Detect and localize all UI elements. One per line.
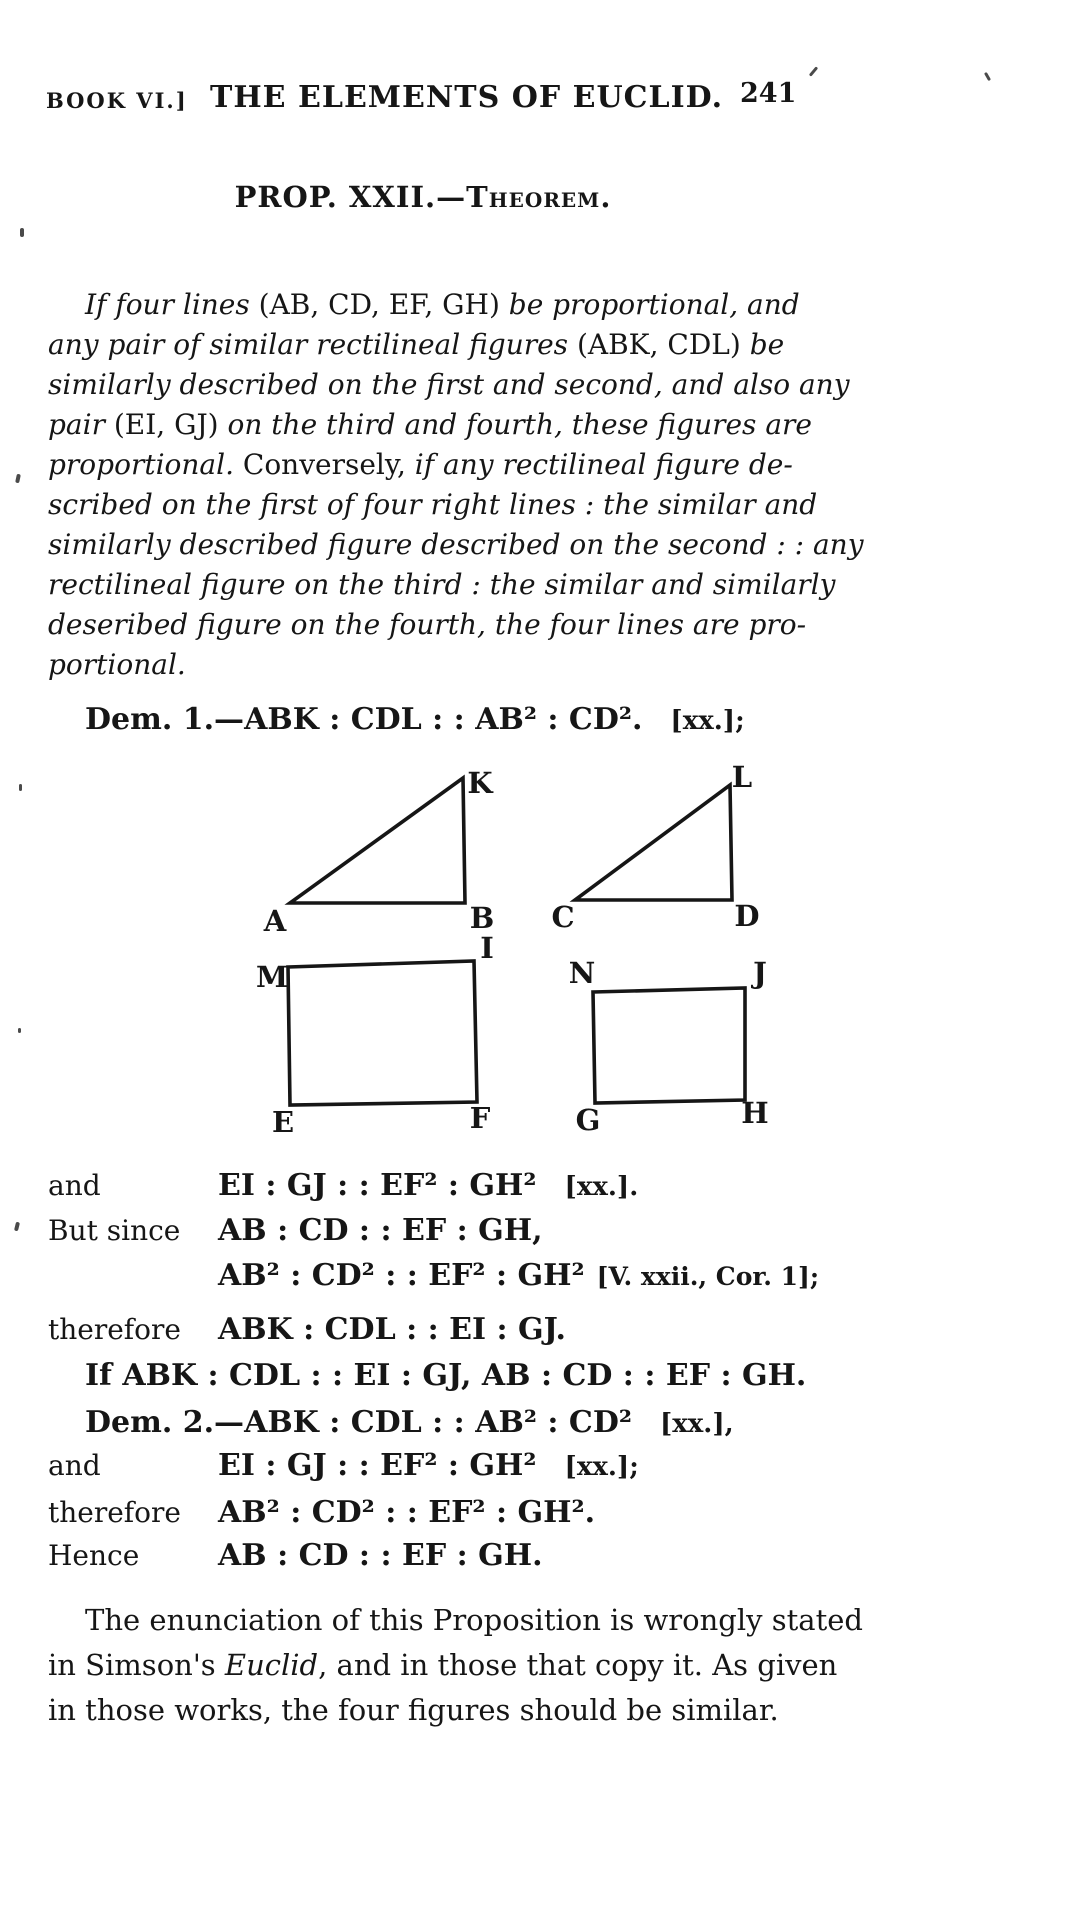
vertex-label-H: H bbox=[741, 1096, 769, 1130]
vertex-label-M: M bbox=[255, 960, 289, 994]
citation-reference: [xx.]. bbox=[564, 1172, 639, 1202]
text-run: portional. bbox=[48, 648, 186, 681]
step-prefix: and bbox=[48, 1169, 101, 1202]
triangle-ABK bbox=[290, 778, 465, 903]
text-run: , and in those that copy it. As given bbox=[318, 1648, 838, 1682]
scan-artifact bbox=[809, 66, 818, 76]
enunciation-line bbox=[48, 325, 863, 365]
proportion-expression: AB : CD : : EF : GH. bbox=[218, 1538, 543, 1573]
rectangle-NJHG bbox=[593, 988, 745, 1103]
scan-artifact bbox=[984, 72, 991, 81]
text-run: be proportional, and bbox=[508, 288, 800, 321]
book-title-italic: Euclid bbox=[224, 1648, 319, 1682]
proportion-expression: ABK : CDL : : EI : GJ. bbox=[218, 1312, 566, 1347]
vertex-label-F: F bbox=[469, 1101, 491, 1135]
note-line bbox=[48, 1598, 863, 1643]
proportion-step bbox=[48, 1312, 868, 1347]
vertex-label-I: I bbox=[480, 931, 494, 965]
proportion-expression: ABK : CDL : : AB² : CD² bbox=[244, 1405, 632, 1440]
vertex-label-N: N bbox=[568, 956, 596, 990]
scan-artifact bbox=[19, 784, 22, 791]
text-run: in Simson's bbox=[48, 1648, 225, 1682]
converse-statement-line: If ABK : CDL : : EI : GJ, AB : CD : : EF : GH. bbox=[85, 1358, 807, 1393]
scan-artifact bbox=[14, 1222, 20, 1232]
proportion-step bbox=[48, 1495, 868, 1530]
enunciation-line bbox=[48, 445, 863, 485]
text-run: pair bbox=[48, 408, 114, 441]
proposition-title bbox=[48, 180, 798, 214]
citation-reference: [xx.]; bbox=[670, 706, 745, 736]
text-run: (ABK, CDL) bbox=[576, 328, 750, 361]
vertex-label-B: B bbox=[469, 901, 495, 935]
text-run: The enunciation of this Proposition is wrongly stated bbox=[85, 1603, 863, 1637]
enunciation-line bbox=[48, 605, 863, 645]
enunciation-line bbox=[48, 485, 863, 525]
text-run: (AB, CD, EF, GH) bbox=[258, 288, 509, 321]
proportion-step bbox=[48, 1168, 868, 1203]
page-number: 241 bbox=[740, 78, 797, 109]
dem-label: Dem. 1.— bbox=[85, 702, 245, 737]
scan-artifact bbox=[18, 1028, 21, 1033]
rectangle-MIFE bbox=[288, 961, 477, 1105]
text-run: deseribed figure on the fourth, the four lines are pro- bbox=[48, 608, 807, 641]
text-run: be bbox=[749, 328, 785, 361]
dem-label: Dem. 2.— bbox=[85, 1405, 245, 1440]
text-run: Conversely, bbox=[242, 448, 415, 481]
proposition-type: Theorem. bbox=[466, 180, 612, 214]
proportion-expression: AB² : CD² : : EF² : GH². bbox=[218, 1495, 596, 1530]
enunciation-line bbox=[48, 525, 863, 565]
step-prefix: therefore bbox=[48, 1313, 181, 1346]
citation-reference: [V. xxii., Cor. 1]; bbox=[596, 1262, 820, 1291]
step-prefix: But since bbox=[48, 1214, 181, 1247]
scan-artifact bbox=[15, 474, 21, 484]
step-prefix: therefore bbox=[48, 1496, 181, 1529]
proportion-expression: EI : GJ : : EF² : GH² bbox=[218, 1448, 537, 1483]
enunciation-line bbox=[48, 405, 863, 445]
note-line bbox=[48, 1688, 863, 1733]
citation-reference: [xx.]; bbox=[564, 1452, 639, 1482]
vertex-label-K: K bbox=[467, 766, 493, 800]
proportion-step bbox=[48, 1258, 868, 1293]
text-run: scribed on the first of four right lines : the similar and bbox=[48, 488, 818, 521]
vertex-label-G: G bbox=[575, 1103, 601, 1137]
running-head-book: BOOK VI.] bbox=[46, 88, 188, 113]
proportion-expression: AB² : CD² : : EF² : GH² bbox=[218, 1258, 585, 1293]
vertex-label-E: E bbox=[271, 1105, 295, 1139]
demonstration-2-line bbox=[85, 1405, 734, 1440]
vertex-label-L: L bbox=[731, 760, 753, 794]
text-run: rectilineal figure on the third : the similar and similarly bbox=[48, 568, 836, 601]
vertex-label-J: J bbox=[753, 956, 767, 990]
scan-artifact bbox=[20, 228, 24, 237]
enunciation-line bbox=[48, 285, 863, 325]
text-run: similarly described on the first and second, and also any bbox=[48, 368, 850, 401]
text-run: similarly described figure described on the second : : any bbox=[48, 528, 864, 561]
vertex-label-C: C bbox=[551, 900, 575, 934]
text-run: proportional. bbox=[48, 448, 243, 481]
enunciation-line bbox=[48, 645, 863, 685]
vertex-label-D: D bbox=[734, 899, 760, 933]
text-run: on the third and fourth, these figures are bbox=[227, 408, 812, 441]
proposition-number: PROP. XXII.— bbox=[234, 180, 467, 214]
note-line bbox=[48, 1643, 863, 1688]
proportion-expression: ABK : CDL : : AB² : CD². bbox=[244, 702, 643, 737]
triangle-CDL bbox=[575, 785, 732, 900]
proportion-step bbox=[48, 1538, 868, 1573]
enunciation-paragraph bbox=[48, 285, 863, 685]
step-prefix: and bbox=[48, 1449, 101, 1482]
enunciation-line bbox=[48, 565, 863, 605]
demonstration-1-line bbox=[85, 702, 745, 737]
closing-note-paragraph bbox=[48, 1598, 863, 1733]
proportion-step bbox=[48, 1213, 868, 1248]
text-run: in those works, the four figures should be similar. bbox=[48, 1693, 779, 1727]
proportion-step bbox=[48, 1448, 868, 1483]
vertex-label-A: A bbox=[263, 904, 287, 938]
text-run: (EI, GJ) bbox=[113, 408, 228, 441]
proportion-expression: AB : CD : : EF : GH, bbox=[218, 1213, 543, 1248]
citation-reference: [xx.], bbox=[659, 1409, 734, 1439]
text-run: If four lines bbox=[85, 288, 259, 321]
text-run: if any rectilineal figure de- bbox=[414, 448, 793, 481]
running-head-title: THE ELEMENTS OF EUCLID. bbox=[210, 80, 724, 115]
proportion-expression: EI : GJ : : EF² : GH² bbox=[218, 1168, 537, 1203]
enunciation-line bbox=[48, 365, 863, 405]
geometric-figure bbox=[250, 740, 790, 1140]
text-run: any pair of similar rectilineal figures bbox=[48, 328, 577, 361]
step-prefix: Hence bbox=[48, 1539, 140, 1572]
